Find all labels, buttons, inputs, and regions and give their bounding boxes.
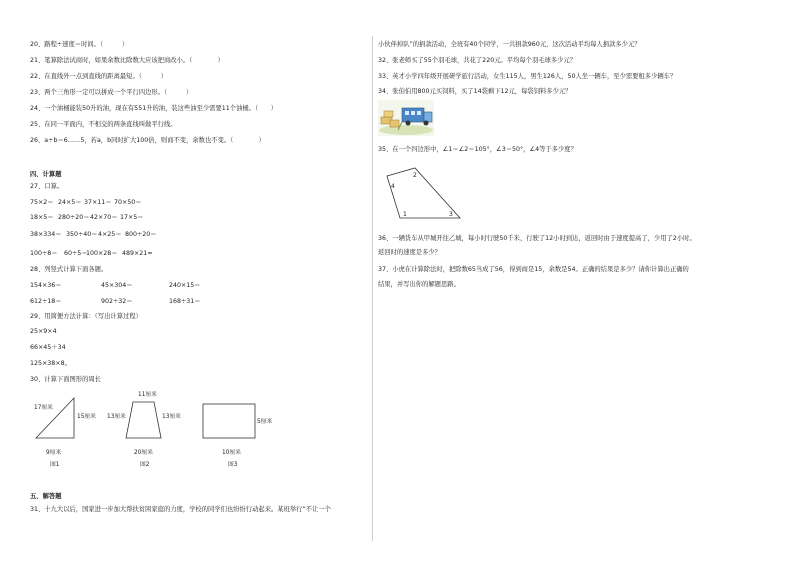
quadrilateral-figure [380, 164, 470, 224]
question-28: 28、列竖式计算下面各题。 [30, 266, 108, 273]
section-4-heading: 四、计算题 [30, 171, 62, 178]
question-37: 37、小虎在计算除法时，把除数65当成了56，得到商是15，余数是54。正确的结果是多少？请你计算出正确的 [378, 266, 689, 273]
fig1-right-label: 15厘米 [77, 414, 96, 420]
question-31-continued: 小伙伴掉队”的捐款活动，全班有40个同学，一共捐款960元，这次活动平均每人捐款多少元？ [378, 41, 641, 48]
question-27: 27、口算。 [30, 183, 64, 190]
angle-1-label: 1 [403, 211, 407, 218]
angle-2-label: 2 [413, 172, 417, 179]
fig2-left-label: 13厘米 [107, 414, 126, 420]
question-25: 25、在同一平面内，不相交的两条直线叫做平行线。 [30, 121, 177, 128]
simplify-item: 25×9×4 [30, 328, 57, 335]
fig2-caption: 图2 [140, 462, 150, 468]
feed-truck-illustration [378, 100, 434, 136]
fig2-bottom-label: 20厘米 [134, 450, 153, 456]
question-21: 21、笔算除法试商时，如果余数比除数大应该把商改小。（ ） [30, 57, 224, 64]
question-33: 33、英才小学四年级开展研学旅行活动，女生115人，男生126人，50人坐一辆车，至少需要租多少辆车？ [378, 73, 677, 80]
fig3-right-label: 5厘米 [257, 419, 273, 425]
oral-calc-row: 18×5＝ 280÷20＝42×70＝ 17×5＝ [30, 214, 144, 221]
angle-4-label: 4 [391, 183, 395, 190]
question-20: 20、路程÷速度＝时间。（ ） [30, 41, 129, 48]
oral-calc-row: 38×334＝ 350÷40＝4×25＝ 800÷20＝ [30, 231, 157, 238]
fig2-right-label: 13厘米 [162, 414, 181, 420]
oral-calc-row: 100÷8＝ 60÷5＝100×28＝ 489×21≈ [30, 250, 153, 257]
simplify-item: 125×38×8。 [30, 360, 71, 367]
section-5-heading: 五、解答题 [30, 493, 62, 500]
question-37-continued: 结果，并写出你的解题思路。 [378, 281, 460, 288]
fig1-bottom-label: 9厘米 [46, 450, 62, 456]
question-29: 29、用简便方法计算：（写出计算过程） [30, 313, 142, 320]
column-divider [372, 36, 373, 541]
question-34: 34、张伯伯用800元买饲料，买了14袋剩下12元，每袋饲料多少元？ [378, 88, 572, 95]
angle-3-label: 3 [449, 211, 453, 218]
question-22: 22、在直线外一点到直线的距离最短。（ ） [30, 73, 168, 80]
fig3-caption: 图3 [228, 462, 238, 468]
fig2-top-label: 11厘米 [138, 392, 157, 398]
figure-3-rectangle [203, 404, 272, 468]
question-30: 30、计算下面图形的周长 [30, 376, 101, 383]
fig1-caption: 图1 [50, 462, 60, 468]
question-36: 36、一辆货车从甲城开往乙城，每小时行驶50千米，行驶了12小时到达，返回时由于速度提高了，少用了2小时。 [378, 235, 696, 242]
question-32: 32、张老师买了55个羽毛球，共花了220元。平均每个羽毛球多少元？ [378, 57, 577, 64]
perimeter-figures [0, 0, 372, 562]
question-35: 35、在一个四边形中，∠1＝∠2＝105°，∠3＝50°，∠4等于多少度？ [378, 146, 577, 153]
question-26: 26、a÷b＝6……5，若a，b同时扩大100倍，则商不变，余数也不变。（ ） [30, 137, 265, 144]
fig3-bottom-label: 10厘米 [222, 450, 241, 456]
oral-calc-row: 75×2＝ 24×5＝ 37×11＝ 70×50＝ [30, 199, 142, 206]
vertical-calc-row: 154×36＝ 45×304＝ 240×15＝ [30, 282, 201, 289]
figure-2-trapezoid [107, 390, 181, 468]
vertical-calc-row: 612÷18＝ 902÷32＝ 168÷31＝ [30, 298, 201, 305]
question-24: 24、一个油桶能装50升的油，现在有551升的油，装这些油至少需要11个油桶。（ ） [30, 105, 278, 112]
fig1-left-label: 17厘米 [34, 405, 53, 411]
simplify-item: 66×45＋34 [30, 344, 66, 351]
figure-1-triangle [34, 398, 96, 468]
question-31: 31、十九大以后，国家进一步加大帮扶贫困家庭的力度，学校的同学们也纷纷行动起来。某班举行“不让一个 [30, 506, 331, 513]
question-36-continued: 返回时的速度是多少？ [378, 249, 441, 256]
question-23: 23、两个三角形一定可以拼成一个平行四边形。（ ） [30, 89, 193, 96]
